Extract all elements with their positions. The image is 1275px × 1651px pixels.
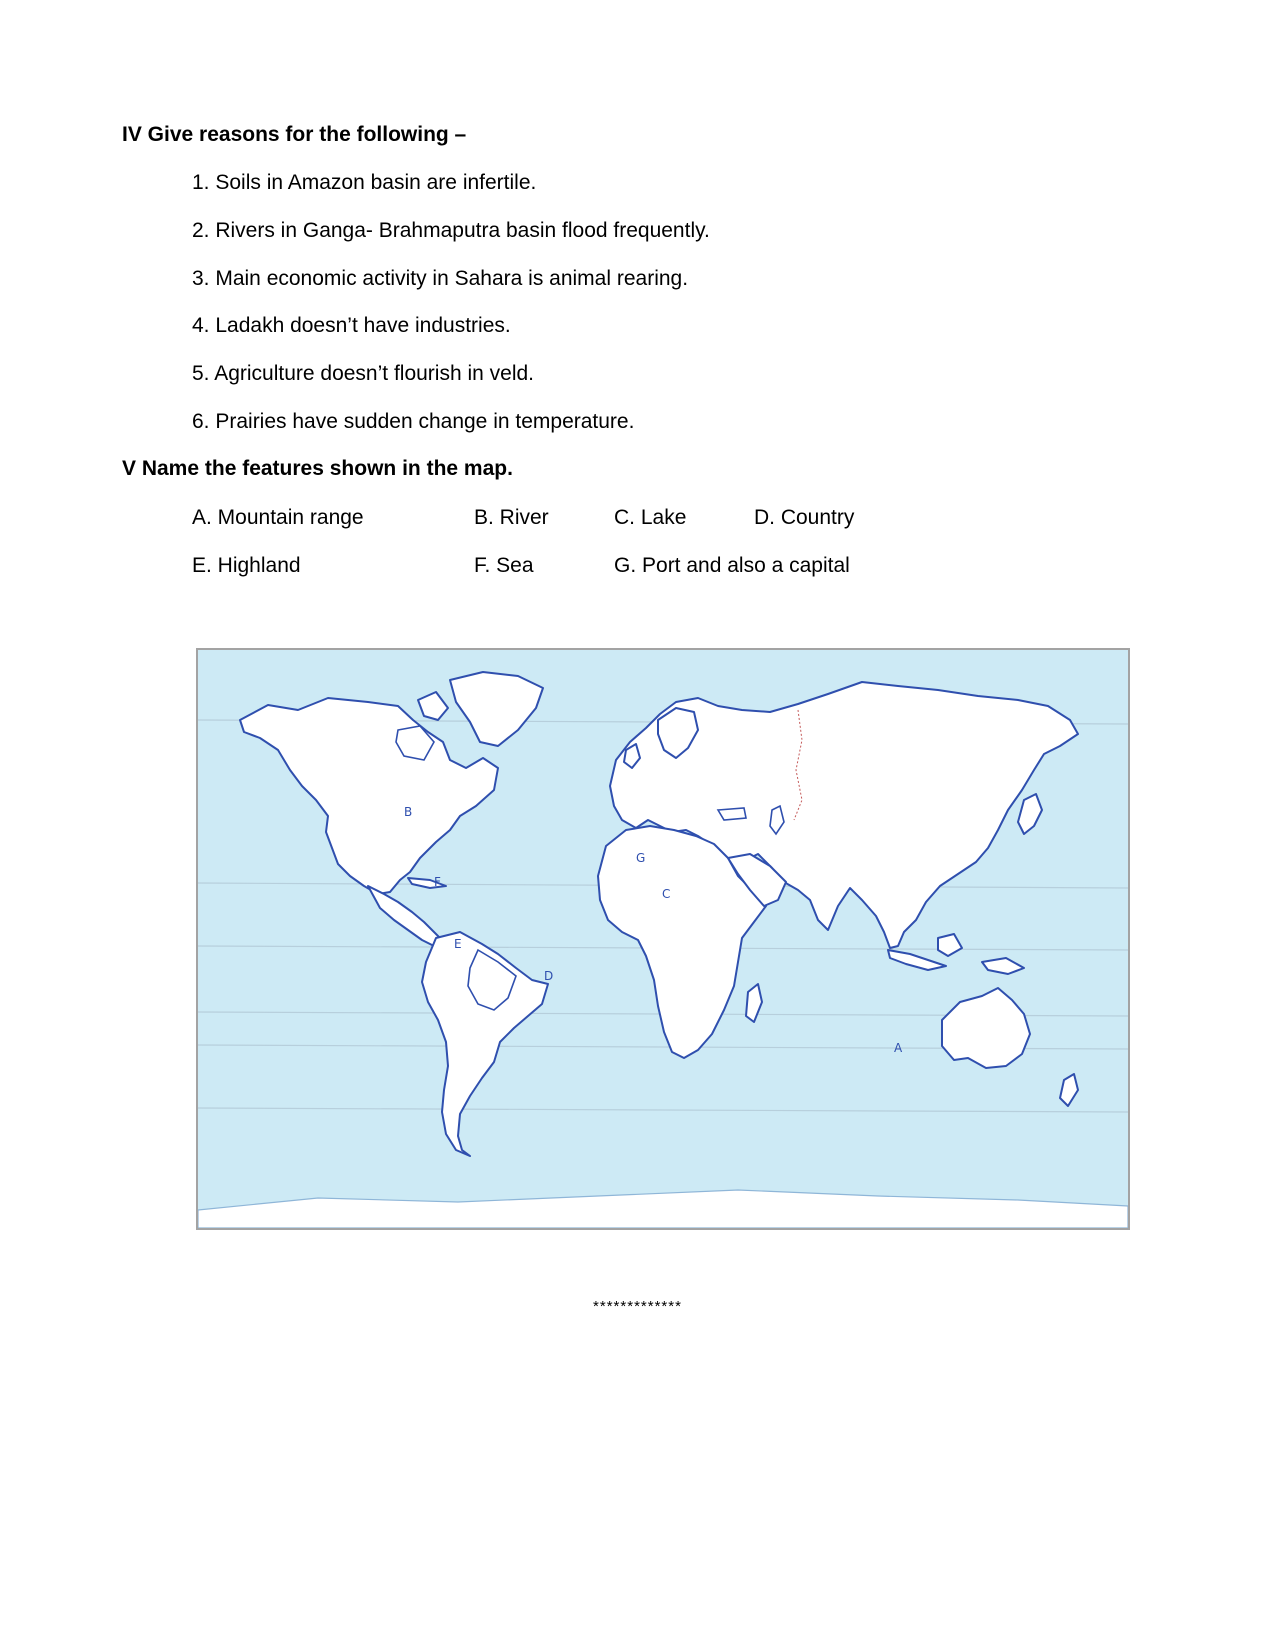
feature-b: B. River: [474, 506, 549, 529]
marker-b: B: [404, 805, 413, 819]
world-outline-map: [196, 648, 1130, 1230]
feature-d: D. Country: [754, 506, 855, 529]
reason-item-2: 2. Rivers in Ganga- Brahmaputra basin flood frequently.: [192, 219, 710, 242]
feature-c: C. Lake: [614, 506, 687, 529]
marker-g: G: [636, 851, 646, 865]
world-map-svg: [198, 650, 1128, 1228]
marker-f: F: [434, 875, 441, 889]
feature-f: F. Sea: [474, 554, 534, 577]
reason-item-6: 6. Prairies have sudden change in temperature.: [192, 410, 635, 433]
marker-e: E: [454, 937, 462, 951]
marker-a: A: [894, 1041, 903, 1055]
feature-g: G. Port and also a capital: [614, 554, 850, 577]
marker-c: C: [662, 887, 671, 901]
section-v-heading: V Name the features shown in the map.: [122, 457, 513, 480]
marker-d: D: [544, 969, 554, 983]
reason-item-5: 5. Agriculture doesn’t flourish in veld.: [192, 362, 535, 385]
feature-e: E. Highland: [192, 554, 301, 577]
feature-a: A. Mountain range: [192, 506, 364, 529]
reason-item-3: 3. Main economic activity in Sahara is animal rearing.: [192, 267, 689, 290]
reason-item-1: 1. Soils in Amazon basin are infertile.: [192, 171, 537, 194]
section-iv-heading: IV Give reasons for the following –: [122, 123, 467, 146]
reason-item-4: 4. Ladakh doesn’t have industries.: [192, 314, 511, 337]
end-of-section-mark: *************: [593, 1298, 682, 1315]
